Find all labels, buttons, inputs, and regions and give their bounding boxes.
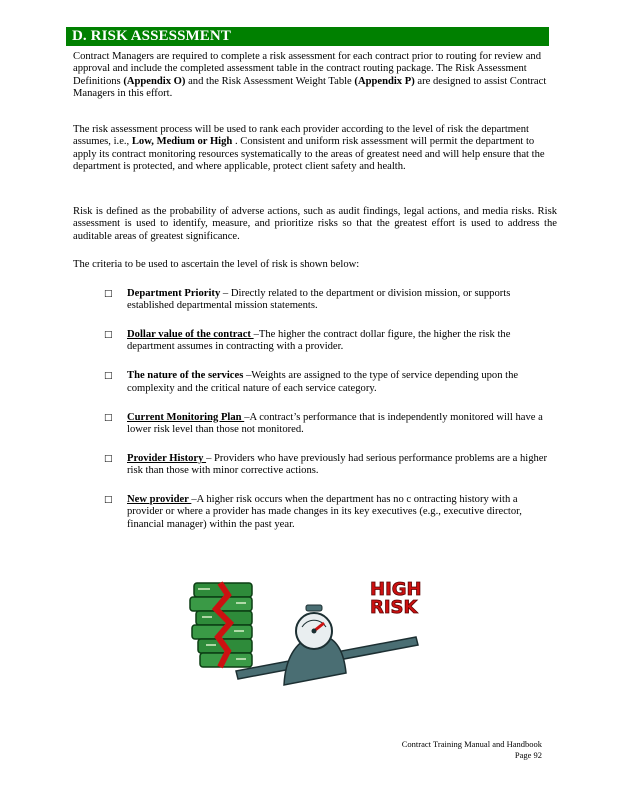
criteria-desc: –The higher the contract dollar figure, the higher the risk the department assumes in contracting with a provider. [127, 329, 511, 353]
criteria-desc: –A higher risk occurs when the department has no c ontracting history with a provider or where a provider has made changes in its key executives (e.g., executive director, financial manager) within the past year. [127, 493, 522, 530]
paragraph-intro [73, 51, 557, 100]
high-risk-illustration [186, 575, 436, 695]
paragraph-intro-text-c: and the Risk Assessment Weight Table [185, 75, 355, 87]
appendix-p-ref: (Appendix P) [354, 75, 415, 87]
paragraph-intro-text-a: Contract Managers are required to complete a risk assessment for each contract prior to routing for review and approval and include the completed assessment table in the contract routing package. The Risk Assessment Definitions [73, 51, 542, 87]
page-footer [402, 739, 542, 761]
paragraph-risk-definition: Risk is defined as the probability of adverse actions, such as audit findings, legal actions, and media risks. Risk assessment is used to identify, measure, and prioritize risks so that the greatest effort is used to address the auditable areas of greatest significance. [73, 206, 557, 242]
section-title: D. RISK ASSESSMENT [72, 28, 231, 44]
criteria-desc: – Providers who have previously had serious performance problems are a higher risk than those with minor corrective actions. [127, 452, 548, 477]
list-item [104, 288, 554, 313]
paragraph-criteria-intro: The criteria to be used to ascertain the level of risk is shown below: [73, 259, 360, 270]
list-item [104, 370, 554, 395]
high-risk-label-line2: RISK [370, 597, 418, 618]
criteria-desc: –A contract’s performance that is independently monitored will have a lower risk level than those not monitored. [127, 411, 543, 435]
high-risk-label-line1: HIGH [370, 579, 422, 600]
bullet-icon: □ [104, 289, 113, 299]
risk-levels: Low, Medium or High [131, 136, 233, 148]
list-item [104, 494, 554, 531]
criteria-term: Department Priority [127, 288, 221, 299]
paragraph-intro-text-e: are designed to assist Contract Managers in this effort. [73, 75, 547, 99]
list-item [104, 412, 554, 437]
paragraph-process-text-a: The risk assessment process will be used to rank each provider according to the level of risk the department assumes, i.e., [73, 124, 529, 148]
criteria-term: New provider [127, 493, 192, 505]
paragraph-process [73, 124, 557, 173]
footer-title: Contract Training Manual and Handbook [401, 739, 542, 749]
list-item [104, 453, 554, 478]
bullet-icon: □ [104, 412, 113, 423]
criteria-term: Provider History [127, 452, 207, 464]
paragraph-process-text-c: . Consistent and uniform risk assessment will permit the department to apply its contract monitoring resources systematically to the areas of greatest need and will help ensure that the department is protected, and where applicable, protect client safety and health. [73, 136, 545, 172]
page-number: Page 92 [514, 750, 542, 760]
criteria-term: Dollar value of the contract [127, 329, 254, 341]
appendix-o-ref: (Appendix O) [123, 75, 186, 87]
bullet-icon: □ [104, 330, 113, 341]
list-item [104, 329, 554, 354]
bullet-icon: □ [104, 371, 113, 382]
section-banner [66, 27, 549, 46]
criteria-term: The nature of the services [127, 370, 246, 382]
criteria-term: Current Monitoring Plan [127, 411, 245, 423]
money-stack-icon [190, 583, 252, 667]
bullet-icon: □ [104, 494, 113, 505]
criteria-list [104, 288, 554, 547]
criteria-desc: –Weights are assigned to the type of service depending upon the complexity and the critical nature of each service category. [127, 370, 519, 394]
bullet-icon: □ [104, 453, 113, 464]
criteria-desc: – Directly related to the department or division mission, or supports established departmental mission statements. [127, 288, 511, 312]
